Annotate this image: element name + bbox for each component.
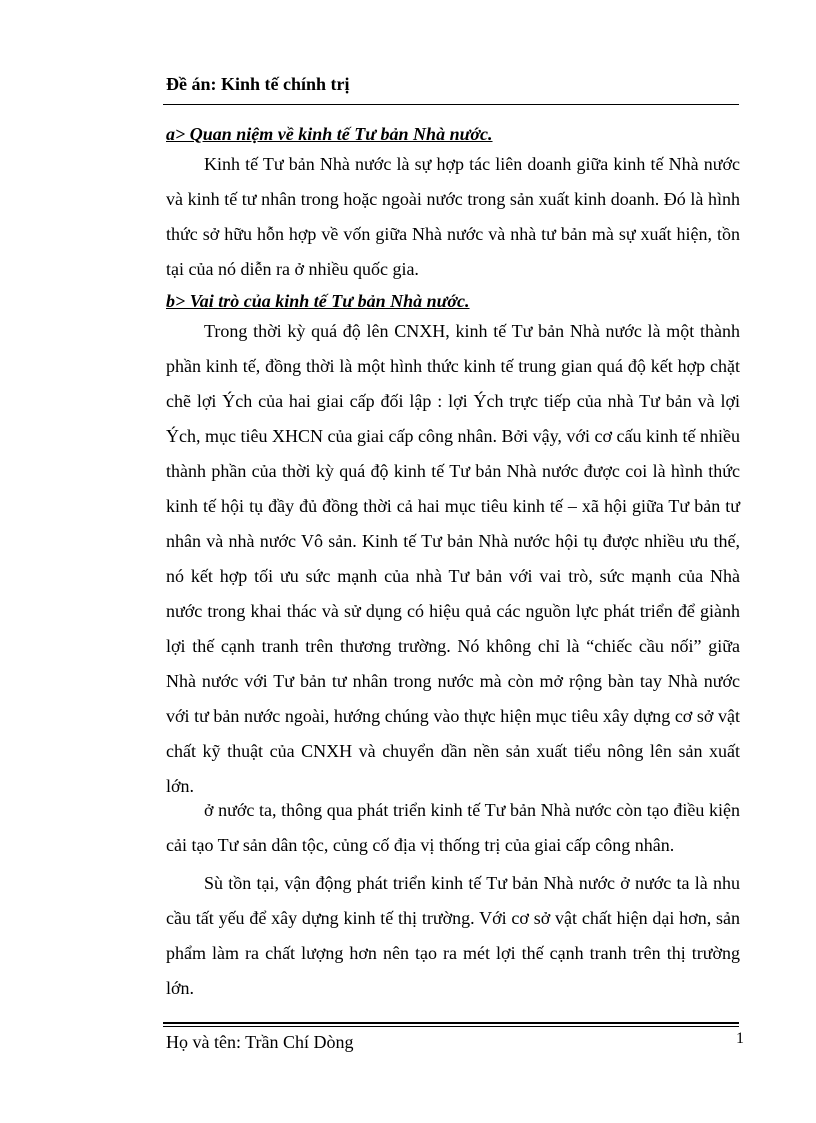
section-a-heading: a> Quan niệm về kinh tế Tư bản Nhà nước. — [166, 124, 493, 144]
section-b-paragraph-2: ở nước ta, thông qua phát triển kinh tế Tư bản Nhà nước còn tạo điều kiện cải tạo Tư sản dân tộc, củng cố địa vị thống trị của giai cấp công nhân. — [166, 800, 740, 855]
header-divider — [163, 104, 739, 105]
footer-divider-thin — [163, 1026, 739, 1027]
section-a-paragraph: Kinh tế Tư bản Nhà nước là sự hợp tác liên doanh giữa kinh tế Nhà nước và kinh tế tư nhân trong hoặc ngoài nước trong sản xuất kinh doanh. Đó là hình thức sở hữu hỗn hợp về vốn giữa Nhà nước và nhà tư bản mà sự xuất hiện, tồn tại của nó diễn ra ở nhiều quốc gia. — [166, 154, 740, 279]
document-header-title: Đề án: Kinh tế chính trị — [166, 74, 350, 94]
section-b-heading: b> Vai trò của kinh tế Tư bản Nhà nước. — [166, 291, 470, 311]
page-number: 1 — [736, 1030, 744, 1047]
section-b-paragraph-3: Sù tồn tại, vận động phát triển kinh tế Tư bản Nhà nước ở nước ta là nhu cầu tất yếu để xây dựng kinh tế thị trường. Với cơ sở vật chất hiện dại hơn, sản phẩm làm ra chất lượng hơn nên tạo ra mét lợi thế cạnh tranh trên thị trường lớn. — [166, 873, 740, 998]
section-b-paragraph-1: Trong thời kỳ quá độ lên CNXH, kinh tế Tư bản Nhà nước là một thành phần kinh tế, đồng thời là một hình thức kinh tế trung gian quá độ kết hợp chặt chẽ lợi Ých của hai giai cấp đối lập : lợi Ých trực tiếp của nhà Tư bản và lợi Ých, mục tiêu XHCN của giai cấp công nhân. Bởi vậy, với cơ cấu kinh tế nhiều thành phần của thời kỳ quá độ kinh tế Tư bản Nhà nước được coi là hình thức kinh tế hội tụ đầy đủ đồng thời cả hai mục tiêu kinh tế – xã hội giữa Tư bản tư nhân và nhà nước Vô sản. Kinh tế Tư bản Nhà nước hội tụ được nhiều ưu thế, nó kết hợp tối ưu sức mạnh của nhà Tư bản với vai trò, sức mạnh của Nhà nước trong khai thác và sử dụng có hiệu quả các nguồn lực phát triển để giành lợi thế cạnh tranh trên thương trường. Nó không chỉ là “chiếc cầu nối” giữa Nhà nước với Tư bản tư nhân trong nước mà còn mở rộng bàn tay Nhà nước với tư bản nước ngoài, hướng chúng vào thực hiện mục tiêu xây dựng cơ sở vật chất kỹ thuật của CNXH và chuyển dần nền sản xuất tiểu nông lên sản xuất lớn. — [166, 321, 740, 796]
footer-author: Họ và tên: Trần Chí Dòng — [166, 1032, 354, 1052]
footer-divider-thick — [163, 1022, 739, 1024]
